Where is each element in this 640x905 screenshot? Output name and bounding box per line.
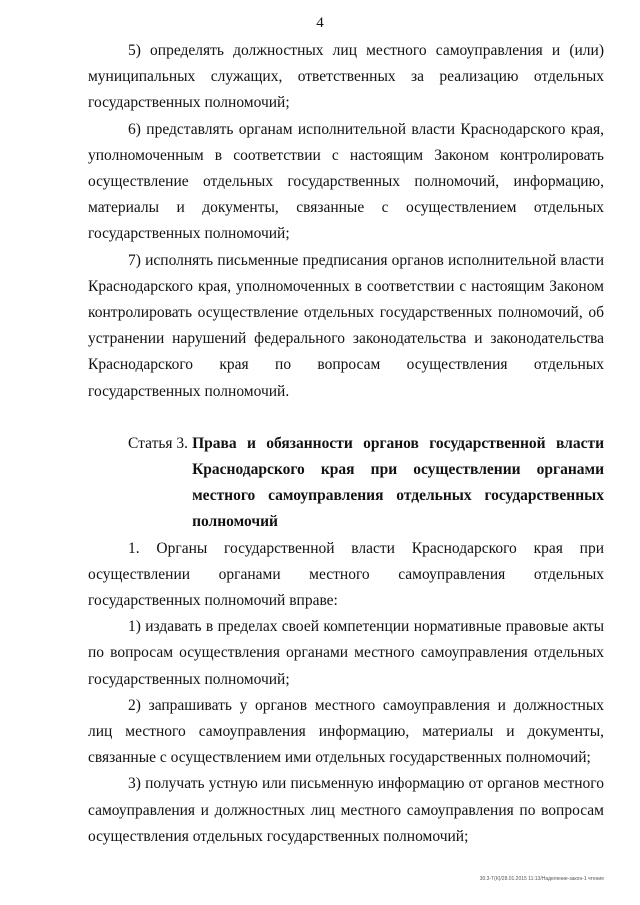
- paragraph-item-2: 2) запрашивать у органов местного самоуправления и должностных лиц местного самоуправления информацию, материалы и документы, связанные с осуществлением ими отдельных государственных полномочий;: [88, 696, 604, 767]
- paragraph-part-1: 1. Органы государственной власти Краснодарского края при осуществлении органами местного самоуправления отдельных государственных полномочий вправе:: [88, 539, 604, 610]
- paragraph-item-6: 6) представлять органам исполнительной власти Краснодарского края, уполномоченным в соответствии с настоящим Законом контролировать осуществление отдельных государственных полномочий, информацию, материалы и документы, связанные с осуществлением отдельных государственных полномочий;: [88, 120, 604, 243]
- article-heading: [88, 431, 604, 536]
- footer-file-note: 30.3-Т(К)/28.01.2015 11:13/Наделение-закон-1 чтение: [479, 876, 604, 882]
- page-number: 4: [316, 15, 324, 31]
- paragraph-item-1: 1) издавать в пределах своей компетенции нормативные правовые акты по вопросам осуществления органами местного самоуправления отдельных государственных полномочий;: [88, 618, 604, 688]
- paragraph-item-3: 3) получать устную или письменную информацию от органов местного самоуправления и должностных лиц местного самоуправления по вопросам осуществления отдельных государственных полномочий;: [88, 775, 604, 845]
- paragraph-item-7: 7) исполнять письменные предписания органов исполнительной власти Краснодарского края, уполномоченных в соответствии с настоящим Законом контролировать осуществление отдельных государственных полномочий, об устранении нарушений федерального законодательства и законодательства Краснодарского края по вопросам осуществления отдельных государственных полномочий.: [88, 251, 604, 400]
- paragraph-item-5: 5) определять должностных лиц местного самоуправления и (или) муниципальных служащих, ответственных за реализацию отдельных государственных полномочий;: [88, 42, 604, 112]
- document-body: [88, 38, 604, 850]
- article-label: Статья 3.: [128, 434, 189, 452]
- article-title: Права и обязанности органов государственной власти Краснодарского края при осуществлении органами местного самоуправления отдельных государственных полномочий: [192, 434, 604, 531]
